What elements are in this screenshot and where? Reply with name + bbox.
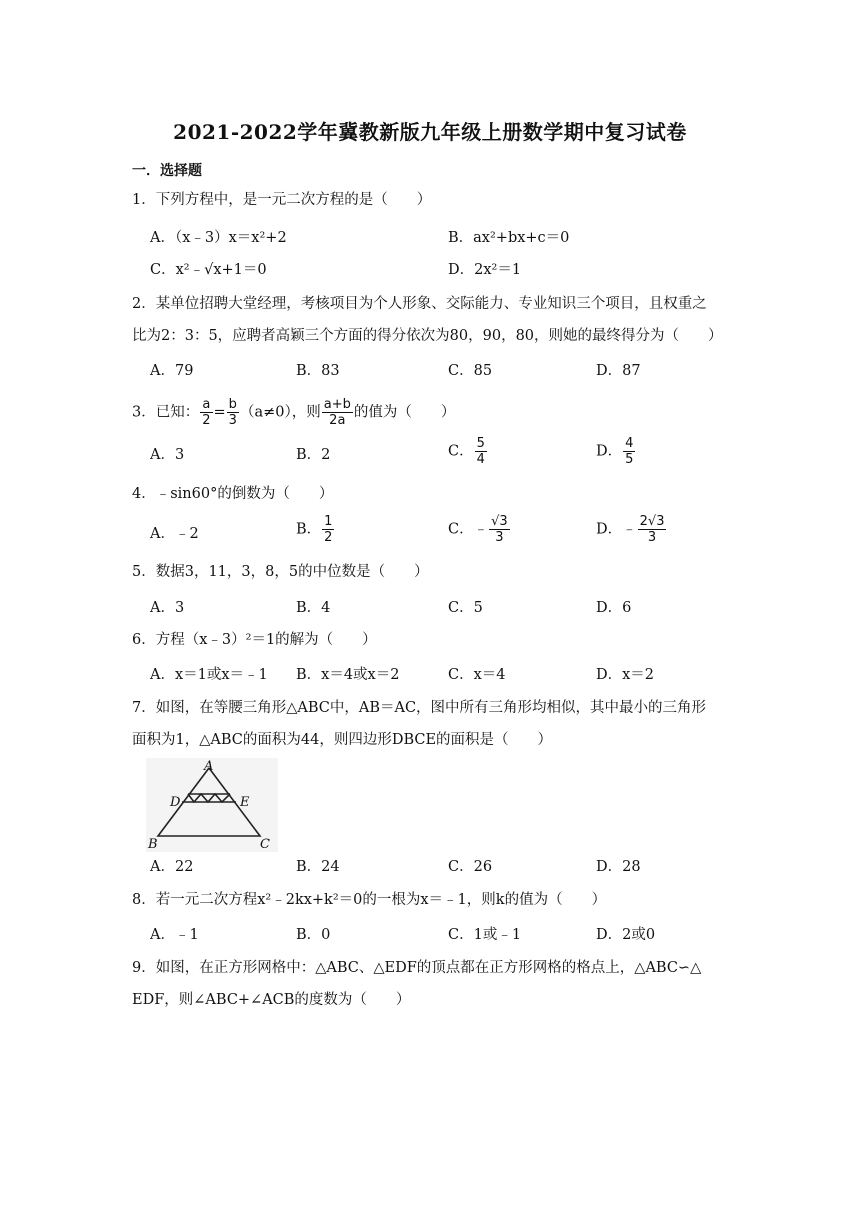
q7-option-b: B．24 (296, 859, 340, 875)
q7-option-a: A．22 (150, 859, 194, 875)
question-7 (132, 692, 752, 756)
section-heading: 一．选择题 (132, 163, 202, 179)
q8-option-b: B．0 (296, 927, 331, 943)
vertex-label-d: D (170, 795, 181, 810)
q3-option-c: C． $\frac{5}{4}$ (448, 436, 485, 467)
vertex-label-a: A (204, 759, 214, 774)
q3-suffix: 的值为（ ） (353, 404, 456, 421)
question-9-line-2: EDF，则∠ABC+∠ACB的度数为（ ） (132, 992, 411, 1008)
q3-equals: = (213, 404, 226, 421)
question-7-line-1: 7．如图，在等腰三角形△ABC中，AB＝AC，图中所有三角形均相似，其中最小的三角形 (132, 700, 707, 716)
question-9 (132, 952, 752, 1016)
vertex-label-b: B (148, 837, 158, 852)
question-5: 5．数据3，11，3，8，5的中位数是（ ） (132, 564, 429, 580)
q3-option-a: A．3 (150, 447, 185, 463)
q2-option-a: A．79 (150, 363, 194, 379)
question-3 (132, 397, 455, 428)
question-2-line-1: 2．某单位招聘大堂经理，考核项目为个人形象、交际能力、专业知识三个项目，且权重之 (132, 296, 707, 312)
vertex-label-c: C (260, 837, 270, 852)
q1-option-d: D．2x²＝1 (448, 262, 522, 278)
page-title: 2021-2022学年冀教新版九年级上册数学期中复习试卷 (173, 120, 687, 144)
question-4: 4．﹣sin60°的倒数为（ ） (132, 486, 334, 502)
q8-option-d: D．2或0 (596, 927, 656, 943)
q5-option-a: A．3 (150, 600, 185, 616)
q1-option-a: A．（x﹣3）x＝x²+2 (150, 230, 287, 246)
q2-option-b: B．83 (296, 363, 340, 379)
question-8: 8．若一元二次方程x²﹣2kx+k²＝0的一根为x＝﹣1，则k的值为（ ） (132, 892, 607, 908)
q6-option-c: C．x＝4 (448, 667, 506, 683)
q3-prefix: 3．已知： (132, 404, 200, 421)
q8-option-c: C．1或﹣1 (448, 927, 522, 943)
question-1: 1．下列方程中，是一元二次方程的是（ ） (132, 192, 432, 208)
q6-option-a: A．x＝1或x＝﹣1 (150, 667, 268, 683)
question-9-line-1: 9．如图，在正方形网格中：△ABC、△EDF的顶点都在正方形网格的格点上，△ABC∽△ (132, 960, 702, 976)
q4-option-c: C．﹣ $\frac{√3}{3}$ (448, 514, 508, 545)
q4-option-b: B． $\frac{1}{2}$ (296, 514, 333, 545)
question-6: 6．方程（x﹣3）²＝1的解为（ ） (132, 632, 377, 648)
q3-fraction-target: $\frac{a+b}{2a}$ (323, 397, 351, 428)
q3-fraction-a-over-2: $\frac{a}{2}$ (202, 397, 211, 428)
question-7-line-2: 面积为1，△ABC的面积为44，则四边形DBCE的面积是（ ） (132, 732, 553, 748)
q4-option-a: A．﹣2 (150, 526, 199, 542)
q2-option-d: D．87 (596, 363, 641, 379)
triangle-figure (146, 758, 278, 852)
question-2-line-2: 比为2：3：5，应聘者高颖三个方面的得分依次为80，90，80，则她的最终得分为（ ） (132, 328, 723, 344)
q5-option-b: B．4 (296, 600, 331, 616)
q4-option-d: D．﹣ $\frac{2√3}{3}$ (596, 514, 665, 545)
q1-option-c: C．x²﹣√x+1＝0 (150, 262, 267, 278)
q3-option-b: B．2 (296, 447, 331, 463)
q1-option-b: B．ax²+bx+c＝0 (448, 230, 570, 246)
q3-option-d: D． $\frac{4}{5}$ (596, 436, 634, 467)
q7-option-d: D．28 (596, 859, 641, 875)
q5-option-c: C．5 (448, 600, 483, 616)
q7-option-c: C．26 (448, 859, 493, 875)
q2-option-c: C．85 (448, 363, 493, 379)
q8-option-a: A．﹣1 (150, 927, 199, 943)
q3-condition: （a≠0），则 (239, 404, 321, 421)
vertex-label-e: E (240, 795, 250, 810)
q5-option-d: D．6 (596, 600, 632, 616)
q3-fraction-b-over-3: $\frac{b}{3}$ (228, 397, 237, 428)
q6-option-b: B．x＝4或x＝2 (296, 667, 400, 683)
question-2 (132, 288, 752, 352)
q6-option-d: D．x＝2 (596, 667, 655, 683)
